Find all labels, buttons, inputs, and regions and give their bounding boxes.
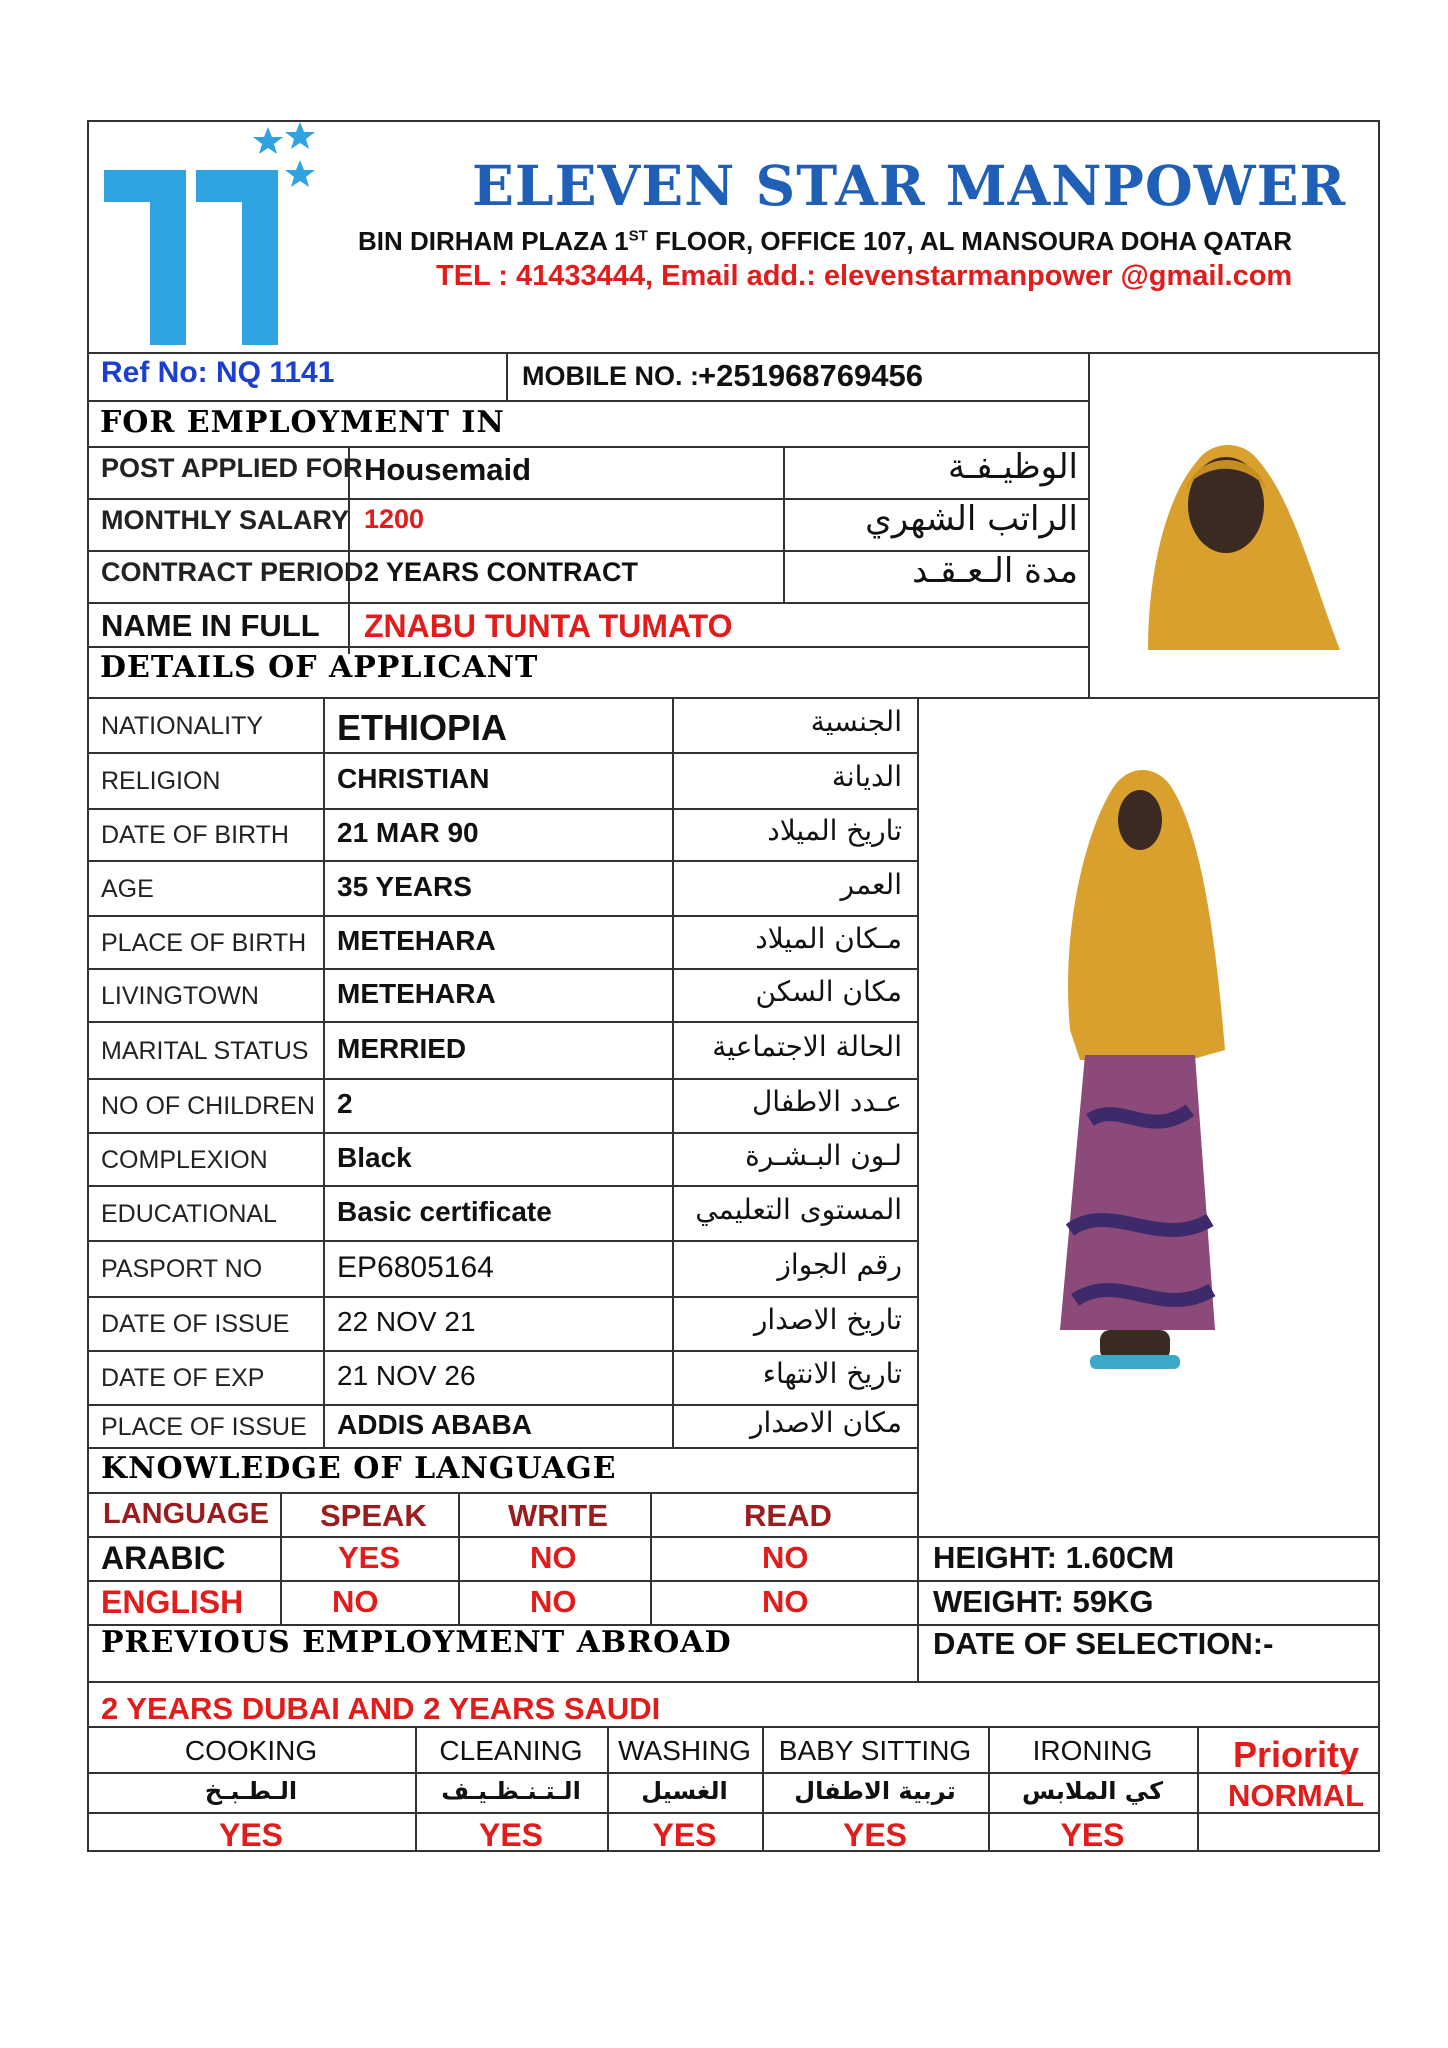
divider <box>87 968 918 970</box>
language-heading: KNOWLEDGE OF LANGUAGE <box>101 1451 617 1486</box>
divider <box>87 915 918 917</box>
divider <box>87 1536 1380 1538</box>
company-name: ELEVEN STAR MANPOWER <box>472 153 1347 218</box>
divider <box>87 1185 918 1187</box>
detail-arabic: لـون البـشـرة <box>745 1139 902 1172</box>
divider <box>87 697 1380 699</box>
divider <box>87 1580 1380 1582</box>
divider <box>87 1021 918 1023</box>
company-contact <box>436 262 1292 291</box>
divider <box>87 1296 918 1298</box>
company-email[interactable]: elevenstarmanpower @gmail.com <box>823 260 1293 292</box>
employment-heading: FOR EMPLOYMENT IN <box>100 405 505 440</box>
lang-arabic-read: NO <box>762 1540 809 1575</box>
divider <box>87 1078 918 1080</box>
divider <box>87 1681 1380 1683</box>
lang-arabic: ARABIC <box>101 1540 226 1576</box>
divider <box>87 1132 918 1134</box>
detail-value: EP6805164 <box>337 1251 494 1284</box>
weight: WEIGHT: 59KG <box>933 1584 1154 1619</box>
skill-value: YES <box>842 1817 908 1853</box>
detail-arabic: الحالة الاجتماعية <box>712 1030 902 1063</box>
previous-heading: PREVIOUS EMPLOYMENT ABROAD <box>101 1625 732 1660</box>
lang-english-read: NO <box>762 1584 809 1619</box>
skill-name: WASHING <box>618 1735 751 1766</box>
full-name: ZNABU TUNTA TUMATO <box>364 608 733 644</box>
divider <box>87 752 918 754</box>
skill-value: YES <box>652 1817 717 1853</box>
contract-value: 2 YEARS CONTRACT <box>364 557 639 587</box>
divider <box>87 1812 1380 1814</box>
detail-arabic: الديانة <box>831 760 902 793</box>
priority-value: NORMAL <box>1228 1778 1365 1813</box>
ref-number: Ref No: NQ 1141 <box>101 356 335 389</box>
detail-value: Black <box>337 1142 412 1173</box>
skill-value: YES <box>1060 1817 1125 1853</box>
detail-label: AGE <box>101 875 154 903</box>
detail-arabic: عـدد الاطفال <box>751 1085 902 1118</box>
detail-label: PASPORT NO <box>101 1255 263 1283</box>
divider <box>87 1240 918 1242</box>
skill-name: IRONING <box>1032 1735 1153 1766</box>
detail-arabic: مكان الاصدار <box>750 1406 902 1439</box>
divider <box>1197 1726 1199 1852</box>
lang-arabic-speak: YES <box>338 1540 401 1575</box>
skill-arabic: تربية الاطفال <box>794 1777 956 1805</box>
detail-arabic: تاريخ الاصدار <box>753 1303 902 1336</box>
detail-label: DATE OF EXP <box>101 1364 265 1392</box>
detail-value: ETHIOPIA <box>337 707 508 748</box>
detail-label: RELIGION <box>101 767 221 795</box>
post-arabic: الوظيـفـة <box>947 447 1078 487</box>
lang-header-read: READ <box>744 1498 832 1533</box>
detail-label: PLACE OF ISSUE <box>101 1413 307 1441</box>
detail-label: NATIONALITY <box>101 712 264 740</box>
detail-value: CHRISTIAN <box>337 763 490 794</box>
detail-value: 22 NOV 21 <box>337 1306 476 1337</box>
detail-value: MERRIED <box>337 1033 467 1064</box>
detail-value: METEHARA <box>337 978 496 1009</box>
height: HEIGHT: 1.60CM <box>933 1540 1175 1575</box>
detail-arabic: مـكان الميلاد <box>755 922 902 955</box>
detail-value: 21 MAR 90 <box>337 817 479 848</box>
divider <box>87 808 918 810</box>
lang-header-speak: SPEAK <box>320 1498 427 1533</box>
detail-value: METEHARA <box>337 925 496 956</box>
divider <box>87 1492 918 1494</box>
contact-label: TEL : 41433444, Email add.: <box>436 260 824 292</box>
lang-header-write: WRITE <box>508 1498 608 1533</box>
address-superscript: ST <box>628 227 648 245</box>
name-label: NAME IN FULL <box>101 608 320 643</box>
contract-arabic: مدة الـعـقـد <box>912 551 1078 591</box>
divider <box>87 1350 918 1352</box>
divider <box>87 400 1090 402</box>
divider <box>458 1492 460 1624</box>
skill-name: BABY SITTING <box>778 1735 972 1766</box>
detail-arabic: تاريخ الميلاد <box>767 814 902 847</box>
divider <box>87 1726 1380 1728</box>
lang-english: ENGLISH <box>101 1584 244 1620</box>
salary-value: 1200 <box>364 504 425 534</box>
divider <box>280 1492 282 1624</box>
detail-value: 21 NOV 26 <box>337 1360 476 1391</box>
divider <box>87 860 918 862</box>
divider <box>783 446 785 602</box>
skill-name: CLEANING <box>439 1735 583 1766</box>
applicant-full-body-photo <box>1030 760 1240 1380</box>
skill-arabic: الـتـنـظـيـف <box>441 1777 581 1805</box>
detail-label: EDUCATIONAL <box>101 1200 277 1228</box>
detail-arabic: رقم الجواز <box>777 1248 902 1281</box>
skill-name: COOKING <box>184 1735 318 1766</box>
post-label: POST APPLIED FOR <box>101 453 363 483</box>
divider <box>506 352 508 400</box>
detail-label: LIVINGTOWN <box>101 982 259 1010</box>
skill-arabic: الغسيل <box>641 1777 728 1805</box>
divider <box>87 1772 1380 1774</box>
skill-value: YES <box>478 1817 544 1853</box>
company-logo <box>100 120 320 350</box>
divider <box>650 1492 652 1624</box>
detail-value: Basic certificate <box>337 1196 552 1227</box>
details-heading: DETAILS OF APPLICANT <box>100 650 539 685</box>
divider <box>87 352 1380 354</box>
lang-arabic-write: NO <box>530 1540 577 1575</box>
divider <box>917 697 919 1681</box>
detail-value: 2 <box>337 1088 353 1119</box>
company-address <box>358 228 1292 254</box>
detail-label: COMPLEXION <box>101 1146 268 1174</box>
skill-value: YES <box>218 1817 284 1853</box>
detail-value: 35 YEARS <box>337 871 472 902</box>
applicant-portrait-photo <box>1108 410 1342 650</box>
detail-label: DATE OF ISSUE <box>101 1310 290 1338</box>
lang-english-write: NO <box>530 1584 577 1619</box>
divider <box>87 602 1090 604</box>
salary-arabic: الراتب الشهري <box>865 499 1078 539</box>
mobile-label: MOBILE NO. : <box>522 361 699 391</box>
mobile-number: +251968769456 <box>698 358 923 393</box>
detail-label: NO OF CHILDREN <box>101 1092 315 1120</box>
detail-arabic: العمر <box>840 868 902 901</box>
skill-arabic: كي الملابس <box>1021 1777 1164 1805</box>
detail-arabic: مكان السكن <box>755 975 902 1008</box>
previous-employment-value: 2 YEARS DUBAI AND 2 YEARS SAUDI <box>101 1691 661 1726</box>
lang-english-speak: NO <box>332 1584 379 1619</box>
detail-arabic: الجنسية <box>810 705 902 738</box>
post-value: Housemaid <box>364 452 532 487</box>
lang-header-language: LANGUAGE <box>103 1498 269 1530</box>
detail-arabic: المستوى التعليمي <box>695 1193 902 1226</box>
divider <box>87 1447 918 1449</box>
detail-label: PLACE OF BIRTH <box>101 929 307 957</box>
priority-label: Priority <box>1233 1734 1360 1775</box>
salary-label: MONTHLY SALARY <box>101 505 350 535</box>
address-part-1: BIN DIRHAM PLAZA 1 <box>358 226 629 256</box>
detail-value: ADDIS ABABA <box>337 1409 532 1440</box>
detail-label: MARITAL STATUS <box>101 1037 309 1065</box>
skill-arabic: الـطـبـخ <box>204 1777 298 1805</box>
divider <box>87 446 1090 448</box>
contract-label: CONTRACT PERIOD <box>101 557 364 587</box>
divider <box>87 646 1090 648</box>
detail-arabic: تاريخ الانتهاء <box>762 1357 902 1390</box>
date-of-selection: DATE OF SELECTION:- <box>933 1626 1274 1661</box>
detail-label: DATE OF BIRTH <box>101 821 289 849</box>
address-part-2: FLOOR, OFFICE 107, AL MANSOURA DOHA QATAR <box>647 226 1293 256</box>
